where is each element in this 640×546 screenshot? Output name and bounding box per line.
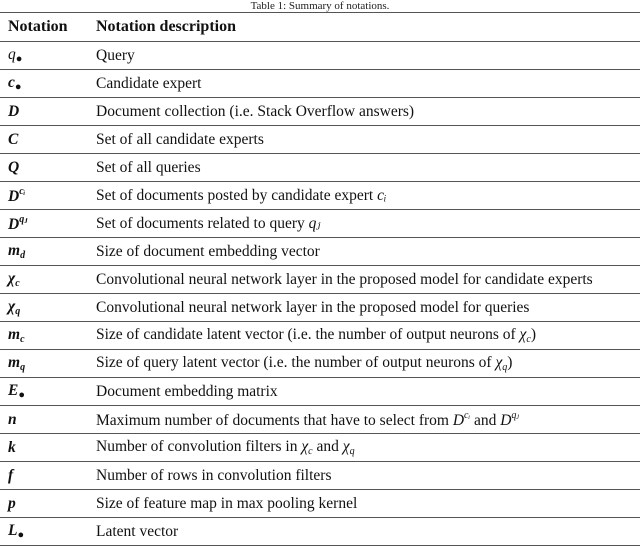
notation-cell bbox=[0, 266, 96, 294]
description-text: Number of convolution filters in bbox=[96, 438, 302, 455]
notation-symbol: q bbox=[8, 46, 16, 63]
notation-symbol: k bbox=[8, 438, 16, 456]
description-cell: Set of all candidate experts bbox=[96, 126, 640, 154]
table-row bbox=[0, 182, 640, 210]
notation-symbol: m bbox=[8, 354, 21, 371]
notation-cell bbox=[0, 434, 96, 462]
notation-subscript: ● bbox=[17, 529, 25, 541]
notation-cell bbox=[0, 182, 96, 210]
notation-symbol: C bbox=[8, 130, 19, 148]
description-math: χ bbox=[342, 438, 350, 455]
notation-symbol: c bbox=[8, 74, 15, 91]
notation-symbol: D bbox=[8, 102, 20, 120]
description-cell: Document embedding matrix bbox=[96, 378, 640, 406]
description-text: Set of documents posted by candidate expert bbox=[96, 186, 378, 204]
description-math: D bbox=[500, 411, 512, 429]
notation-subscript: q bbox=[15, 306, 21, 317]
table-row bbox=[0, 70, 640, 98]
description-math: χ bbox=[301, 438, 309, 455]
notation-cell bbox=[0, 210, 96, 238]
notation-symbol: m bbox=[8, 326, 21, 343]
table-row bbox=[0, 518, 640, 546]
notation-symbol: m bbox=[8, 242, 21, 259]
description-math: χ bbox=[519, 326, 527, 343]
notation-symbol: χ bbox=[8, 270, 16, 287]
description-math: D bbox=[452, 411, 465, 429]
notation-cell bbox=[0, 98, 96, 126]
table-row bbox=[0, 42, 640, 70]
description-cell bbox=[96, 350, 640, 378]
description-cell: Convolutional neural network layer in the proposed model for queries bbox=[96, 294, 640, 322]
description-text: Set of documents related to query bbox=[96, 215, 309, 232]
notation-symbol: f bbox=[8, 466, 14, 484]
notation-cell bbox=[0, 70, 96, 98]
description-cell: Set of all queries bbox=[96, 154, 640, 182]
notation-cell bbox=[0, 350, 96, 378]
description-math-subscript: c bbox=[526, 334, 531, 345]
description-math-superscript: cᵢ bbox=[464, 409, 471, 421]
description-math: qⱼ bbox=[308, 215, 321, 232]
notation-subscript: c bbox=[20, 334, 25, 345]
table-row bbox=[0, 154, 640, 182]
description-cell bbox=[96, 210, 640, 238]
notation-superscript: qⱼ bbox=[19, 213, 28, 225]
notation-subscript: q bbox=[20, 362, 26, 373]
table-row bbox=[0, 322, 640, 350]
description-math-subscript: q bbox=[502, 362, 508, 373]
notation-cell bbox=[0, 126, 96, 154]
description-text: ) bbox=[530, 326, 536, 343]
notation-cell bbox=[0, 518, 96, 546]
description-cell: Number of rows in convolution filters bbox=[96, 462, 640, 490]
notation-cell bbox=[0, 238, 96, 266]
notation-subscript: ● bbox=[14, 81, 22, 93]
description-text: Maximum number of documents that have to select from bbox=[96, 411, 453, 429]
notation-symbol: p bbox=[8, 494, 16, 512]
notation-symbol: Q bbox=[8, 158, 20, 176]
notation-cell bbox=[0, 322, 96, 350]
table-row bbox=[0, 490, 640, 518]
notation-cell bbox=[0, 490, 96, 518]
notation-subscript: c bbox=[15, 278, 20, 289]
header-notation-description: Notation description bbox=[96, 13, 640, 42]
notation-symbol: D bbox=[8, 215, 20, 233]
description-cell bbox=[96, 182, 640, 210]
notation-cell bbox=[0, 406, 96, 434]
notation-cell bbox=[0, 462, 96, 490]
description-text: and bbox=[470, 411, 501, 429]
header-notation: Notation bbox=[0, 13, 96, 42]
notation-symbol: E bbox=[8, 382, 19, 399]
table-row bbox=[0, 406, 640, 434]
table-row bbox=[0, 266, 640, 294]
table-row bbox=[0, 378, 640, 406]
description-cell: Convolutional neural network layer in the proposed model for candidate experts bbox=[96, 266, 640, 294]
table-caption: Table 1: Summary of notations. bbox=[250, 0, 390, 12]
table-header-row bbox=[0, 13, 640, 42]
notation-symbol: χ bbox=[8, 298, 16, 315]
description-text: Size of query latent vector (i.e. the number of output neurons of bbox=[96, 354, 496, 371]
description-math-subscript: q bbox=[349, 446, 355, 457]
table-row bbox=[0, 126, 640, 154]
table-row bbox=[0, 462, 640, 490]
description-cell: Document collection (i.e. Stack Overflow answers) bbox=[96, 98, 640, 126]
notation-superscript: cᵢ bbox=[19, 185, 26, 197]
notation-subscript: d bbox=[20, 250, 26, 261]
table-row bbox=[0, 98, 640, 126]
notation-cell bbox=[0, 154, 96, 182]
notation-symbol: D bbox=[8, 187, 20, 205]
description-math: χ bbox=[495, 354, 503, 371]
description-text: ) bbox=[507, 354, 513, 371]
notation-table bbox=[0, 12, 640, 546]
description-cell: Query bbox=[96, 42, 640, 70]
description-math-superscript: qⱼ bbox=[511, 409, 520, 421]
description-cell bbox=[96, 406, 640, 434]
table-row bbox=[0, 238, 640, 266]
table-row bbox=[0, 350, 640, 378]
description-math: cᵢ bbox=[377, 186, 387, 204]
notation-subscript: ● bbox=[18, 389, 25, 401]
table-row bbox=[0, 210, 640, 238]
description-cell bbox=[96, 322, 640, 350]
notation-cell bbox=[0, 294, 96, 322]
description-math-subscript: c bbox=[308, 446, 313, 457]
notation-symbol: L bbox=[8, 522, 18, 539]
table-row bbox=[0, 294, 640, 322]
description-cell: Candidate expert bbox=[96, 70, 640, 98]
description-cell: Latent vector bbox=[96, 518, 640, 546]
description-text: Size of candidate latent vector (i.e. the number of output neurons of bbox=[96, 326, 520, 343]
notation-cell bbox=[0, 42, 96, 70]
table-row bbox=[0, 434, 640, 462]
description-text: and bbox=[312, 438, 343, 455]
description-cell: Size of document embedding vector bbox=[96, 238, 640, 266]
notation-symbol: n bbox=[8, 410, 17, 428]
notation-subscript: ● bbox=[15, 53, 23, 65]
description-cell bbox=[96, 434, 640, 462]
description-cell: Size of feature map in max pooling kernel bbox=[96, 490, 640, 518]
notation-cell bbox=[0, 378, 96, 406]
